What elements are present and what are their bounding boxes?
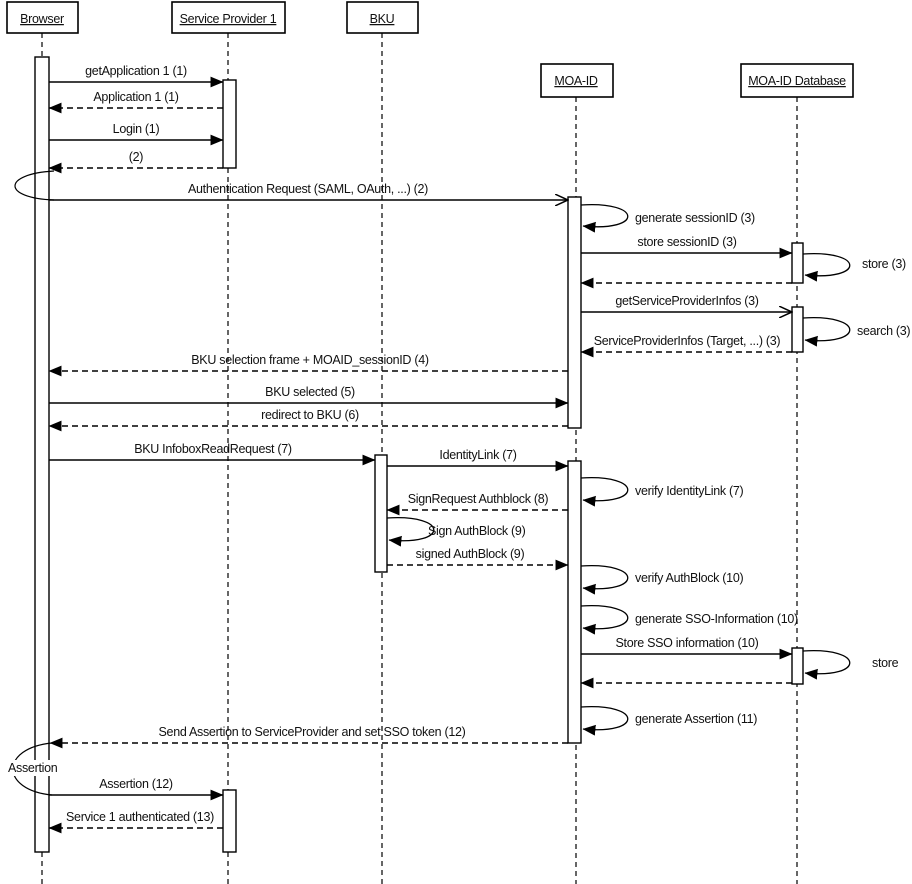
actor-label-moa-id-database: MOA-ID Database xyxy=(748,74,846,88)
self-message-arrow xyxy=(581,566,628,589)
actor-label-service-provider-1: Service Provider 1 xyxy=(179,12,277,26)
self-message-arrow xyxy=(803,318,850,341)
message-label: Send Assertion to ServiceProvider and set SSO token (12) xyxy=(158,725,466,739)
self-message-label: generate sessionID (3) xyxy=(635,211,755,225)
message-label: signed AuthBlock (9) xyxy=(415,547,525,561)
activation-bar-service-provider-1 xyxy=(223,80,236,168)
self-message-arrow xyxy=(581,707,628,730)
message-label: IdentityLink (7) xyxy=(439,448,517,462)
arc-label-assertion: Assertion xyxy=(8,761,58,775)
self-message-arrow xyxy=(581,606,628,629)
activation-bar-moa-id xyxy=(568,461,581,743)
self-message-arrow xyxy=(803,651,850,674)
message-label: BKU InfoboxReadRequest (7) xyxy=(134,442,292,456)
activation-bar-bku xyxy=(375,455,387,572)
activation-bar-browser xyxy=(35,57,49,852)
activation-bar-moa-id-database xyxy=(792,307,803,352)
self-message-arrow xyxy=(387,518,434,541)
message-label: getApplication 1 (1) xyxy=(85,64,187,78)
actor-label-moa-id: MOA-ID xyxy=(554,74,598,88)
message-label: Store SSO information (10) xyxy=(615,636,759,650)
message-label: BKU selection frame + MOAID_sessionID (4) xyxy=(191,353,429,367)
self-message-label: store (3) xyxy=(862,257,906,271)
message-label: BKU selected (5) xyxy=(265,385,355,399)
message-label: Application 1 (1) xyxy=(93,90,179,104)
self-message-label: search (3) xyxy=(857,324,911,338)
message-label: getServiceProviderInfos (3) xyxy=(615,294,759,308)
activation-bar-moa-id-database xyxy=(792,648,803,684)
message-label: (2) xyxy=(128,150,144,164)
self-message-label: generate SSO-Information (10) xyxy=(635,612,798,626)
self-message-arrow xyxy=(803,254,850,276)
actor-label-bku: BKU xyxy=(369,12,395,26)
activation-bar-service-provider-1 xyxy=(223,790,236,852)
actor-label-browser: Browser xyxy=(20,12,64,26)
message-label: Assertion (12) xyxy=(99,777,173,791)
self-message-label: store xyxy=(872,656,899,670)
self-message-label: verify AuthBlock (10) xyxy=(635,571,744,585)
message-label: Authentication Request (SAML, OAuth, ...) (2) xyxy=(187,182,429,196)
self-message-label: Sign AuthBlock (9) xyxy=(428,524,526,538)
message-label: store sessionID (3) xyxy=(637,235,737,249)
activation-bar-moa-id xyxy=(568,197,581,428)
message-label: Service 1 authenticated (13) xyxy=(66,810,214,824)
self-message-label: verify IdentityLink (7) xyxy=(635,484,744,498)
message-label: ServiceProviderInfos (Target, ...) (3) xyxy=(593,334,781,348)
self-message-arrow xyxy=(581,205,628,227)
message-label: Login (1) xyxy=(112,122,160,136)
activation-bar-moa-id-database xyxy=(792,243,803,283)
message-label: redirect to BKU (6) xyxy=(261,408,359,422)
message-label: SignRequest Authblock (8) xyxy=(407,492,549,506)
self-message-arrow xyxy=(581,478,628,501)
self-message-label: generate Assertion (11) xyxy=(635,712,758,726)
